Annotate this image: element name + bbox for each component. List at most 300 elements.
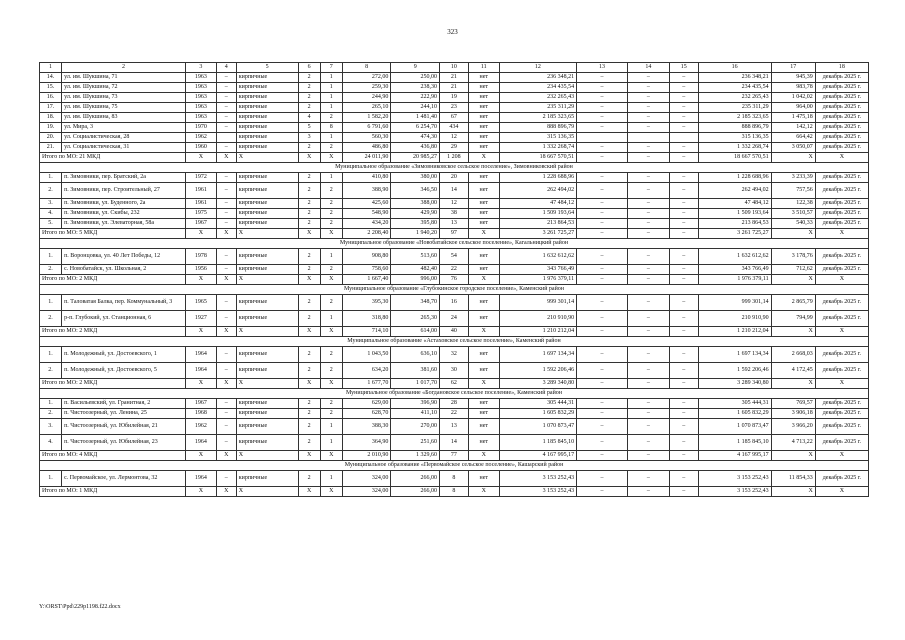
total-row [40, 487, 869, 497]
table-cell: – [669, 399, 698, 409]
table-cell: – [577, 143, 628, 153]
address-cell: с. Первомайское, ул. Лермонтова, 32 [62, 471, 186, 487]
table-cell: кирпичные [236, 73, 298, 83]
table-cell: нет [468, 409, 499, 419]
table-cell: 388,90 [342, 183, 391, 199]
municipality-header-row [40, 239, 869, 249]
column-number: 5 [236, 63, 298, 73]
table-cell: 2 [298, 183, 320, 199]
total-cell: 2 208,40 [342, 229, 391, 239]
table-cell: кирпичные [236, 143, 298, 153]
table-cell: 305 444,31 [499, 399, 576, 409]
table-cell: 1. [40, 471, 62, 487]
total-cell: – [627, 229, 669, 239]
address-cell: п. Зимовники, ул. Скибы, 232 [62, 209, 186, 219]
table-cell: 1 185 845,10 [698, 435, 771, 451]
table-cell: 1 [320, 419, 342, 435]
total-cell: 4 167 995,17 [499, 451, 576, 461]
table-row [40, 471, 869, 487]
table-cell: 21. [40, 143, 62, 153]
municipality-header-row [40, 163, 869, 173]
table-cell: 769,57 [771, 399, 815, 409]
table-cell: декабрь 2025 г. [815, 265, 868, 275]
table-cell: – [577, 209, 628, 219]
address-cell: р-п. Глубокий, ул. Станционная, 6 [62, 311, 186, 327]
total-cell: X [771, 451, 815, 461]
total-cell: X [771, 487, 815, 497]
table-cell: – [577, 73, 628, 83]
address-cell: п. Молодежный, ул. Достоевского, 1 [62, 347, 186, 363]
table-cell: – [627, 409, 669, 419]
table-cell: 18. [40, 113, 62, 123]
table-cell: 388,30 [342, 419, 391, 435]
table-cell: 28 [440, 399, 469, 409]
table-cell: – [577, 295, 628, 311]
table-cell: – [577, 399, 628, 409]
table-cell: 548,90 [342, 209, 391, 219]
table-cell: 3 510,57 [771, 209, 815, 219]
table-cell: 13 [440, 419, 469, 435]
table-cell: – [577, 123, 628, 133]
table-cell: 5. [40, 219, 62, 229]
total-cell: – [627, 379, 669, 389]
table-cell: 1 481,40 [391, 113, 440, 123]
table-cell: 22 [440, 409, 469, 419]
table-cell: 1 605 832,29 [499, 409, 576, 419]
table-cell: 380,00 [391, 173, 440, 183]
table-cell: декабрь 2025 г. [815, 209, 868, 219]
table-cell: 1 [320, 173, 342, 183]
table-cell: 236 348,21 [499, 73, 576, 83]
table-cell: 348,70 [391, 295, 440, 311]
table-cell: 794,99 [771, 311, 815, 327]
table-cell: декабрь 2025 г. [815, 133, 868, 143]
total-cell: X [771, 275, 815, 285]
table-row [40, 419, 869, 435]
table-cell: 343 766,49 [698, 265, 771, 275]
table-cell: – [669, 93, 698, 103]
total-cell: – [669, 275, 698, 285]
table-cell: 364,90 [342, 435, 391, 451]
total-cell: 1 210 212,04 [698, 327, 771, 337]
table-cell: 2 [298, 409, 320, 419]
total-cell: X [771, 327, 815, 337]
table-cell: – [627, 399, 669, 409]
table-cell: – [669, 199, 698, 209]
table-cell: 244,90 [342, 93, 391, 103]
total-cell: X [468, 153, 499, 163]
total-cell: – [669, 379, 698, 389]
municipality-name: Муниципальное образование «Астаховское сельское поселение», Каменский район [40, 337, 869, 347]
table-cell: декабрь 2025 г. [815, 113, 868, 123]
total-cell: 1 677,70 [342, 379, 391, 389]
address-cell: п. Чистоозерный, ул. Ленина, 25 [62, 409, 186, 419]
address-cell: ул. им. Шукшина, 73 [62, 93, 186, 103]
table-cell: 11 854,33 [771, 471, 815, 487]
total-cell: X [468, 275, 499, 285]
total-cell: X [298, 153, 320, 163]
table-cell: 983,78 [771, 83, 815, 93]
table-cell: – [216, 409, 236, 419]
total-cell: 1 210 212,04 [499, 327, 576, 337]
table-cell: 486,80 [342, 143, 391, 153]
table-cell: 19 [440, 93, 469, 103]
table-cell: – [577, 173, 628, 183]
total-cell: – [577, 487, 628, 497]
table-cell: 1978 [185, 249, 216, 265]
table-cell: 54 [440, 249, 469, 265]
column-number: 18 [815, 63, 868, 73]
table-cell: – [577, 83, 628, 93]
table-cell: – [216, 399, 236, 409]
total-cell: X [298, 275, 320, 285]
table-cell: 2 [298, 295, 320, 311]
table-cell: 2 185 323,65 [499, 113, 576, 123]
table-cell: 1968 [185, 409, 216, 419]
table-cell: 1956 [185, 265, 216, 275]
table-cell: – [216, 183, 236, 199]
total-cell: X [236, 379, 298, 389]
total-row [40, 153, 869, 163]
table-cell: нет [468, 133, 499, 143]
total-cell: – [627, 153, 669, 163]
total-cell: 20 985,27 [391, 153, 440, 163]
municipality-header-row [40, 461, 869, 471]
table-cell: нет [468, 219, 499, 229]
total-cell: 24 011,90 [342, 153, 391, 163]
column-number: 2 [62, 63, 186, 73]
address-cell: п. Молодежный, ул. Достоевского, 5 [62, 363, 186, 379]
table-cell: 2 865,79 [771, 295, 815, 311]
table-cell: кирпичные [236, 209, 298, 219]
table-cell: 259,30 [342, 83, 391, 93]
table-cell: 1965 [185, 295, 216, 311]
table-cell: 425,60 [342, 199, 391, 209]
table-cell: 2 [298, 199, 320, 209]
table-cell [216, 133, 236, 143]
table-cell: – [216, 103, 236, 113]
total-cell: X [185, 487, 216, 497]
table-cell: – [577, 435, 628, 451]
total-cell: X [771, 153, 815, 163]
table-cell: – [669, 123, 698, 133]
total-row [40, 275, 869, 285]
table-cell: – [577, 103, 628, 113]
table-cell: декабрь 2025 г. [815, 183, 868, 199]
table-cell: кирпичные [236, 103, 298, 113]
table-cell: нет [468, 435, 499, 451]
table-cell: 1. [40, 399, 62, 409]
table-cell: – [669, 83, 698, 93]
table-cell: 1 [320, 103, 342, 113]
address-cell: ул. им. Шукшина, 71 [62, 73, 186, 83]
table-cell: 346,50 [391, 183, 440, 199]
total-cell: 3 153 252,43 [698, 487, 771, 497]
table-cell: 324,00 [342, 471, 391, 487]
column-number: 16 [698, 63, 771, 73]
table-cell: 434,20 [342, 219, 391, 229]
table-cell: декабрь 2025 г. [815, 435, 868, 451]
table-cell: 2 [298, 219, 320, 229]
table-cell: 1 [320, 133, 342, 143]
table-cell: нет [468, 123, 499, 133]
table-cell: 4. [40, 209, 62, 219]
table-cell: 1 070 873,47 [698, 419, 771, 435]
table-cell: кирпичные [236, 363, 298, 379]
table-cell: – [627, 83, 669, 93]
total-label: Итого по МО: 2 МКД [40, 379, 186, 389]
total-label: Итого по МО: 21 МКД [40, 153, 186, 163]
table-cell: 513,60 [391, 249, 440, 265]
table-cell: 12 [440, 199, 469, 209]
table-cell: 999 301,14 [698, 295, 771, 311]
table-cell: 2 [298, 73, 320, 83]
table-cell: 222,90 [391, 93, 440, 103]
municipality-name: Муниципальное образование «Первомайское сельское поселение», Кашарский район [40, 461, 869, 471]
table-cell: 1964 [185, 347, 216, 363]
table-row [40, 133, 869, 143]
table-cell: 664,42 [771, 133, 815, 143]
table-cell: 272,00 [342, 73, 391, 83]
table-cell: – [627, 113, 669, 123]
table-cell: – [216, 173, 236, 183]
table-cell: 14. [40, 73, 62, 83]
table-cell: – [627, 199, 669, 209]
address-cell: п. Зимовники, ул. Буденного, 2а [62, 199, 186, 209]
table-cell: – [627, 363, 669, 379]
table-row [40, 199, 869, 209]
total-cell: X [185, 229, 216, 239]
column-number: 17 [771, 63, 815, 73]
table-row [40, 219, 869, 229]
table-cell: 21 [440, 83, 469, 93]
total-cell: 8 [440, 487, 469, 497]
table-cell: 1 070 873,47 [499, 419, 576, 435]
table-cell: кирпичные [236, 419, 298, 435]
table-cell: 2 [320, 363, 342, 379]
total-cell: X [815, 327, 868, 337]
table-cell: – [216, 93, 236, 103]
table-cell: 2. [40, 265, 62, 275]
page-number: 323 [447, 28, 458, 36]
table-cell: кирпичные [236, 347, 298, 363]
table-row [40, 209, 869, 219]
table-cell: 1963 [185, 83, 216, 93]
table-cell: – [627, 209, 669, 219]
column-number: 8 [342, 63, 391, 73]
table-cell: 20 [440, 173, 469, 183]
table-cell: 235 311,29 [499, 103, 576, 113]
address-cell: п. Васильевский, ул. Гранитная, 2 [62, 399, 186, 409]
total-cell: – [577, 451, 628, 461]
table-cell: нет [468, 471, 499, 487]
table-cell: 1 632 612,62 [499, 249, 576, 265]
column-number: 13 [577, 63, 628, 73]
address-cell: п. Таловатая Балка, пер. Коммунальный, 3 [62, 295, 186, 311]
table-cell: 29 [440, 143, 469, 153]
table-cell: 1 [320, 73, 342, 83]
total-label: Итого по МО: 4 МКД [40, 451, 186, 461]
table-cell: 4 [298, 113, 320, 123]
table-cell: 38 [440, 209, 469, 219]
total-row [40, 379, 869, 389]
total-cell: – [577, 229, 628, 239]
table-cell: кирпичные [236, 471, 298, 487]
table-cell: 213 864,53 [698, 219, 771, 229]
total-cell: 1 667,40 [342, 275, 391, 285]
table-cell: 712,62 [771, 265, 815, 275]
total-label: Итого по МО: 5 МКД [40, 229, 186, 239]
table-cell: – [669, 347, 698, 363]
table-cell: 234 435,54 [499, 83, 576, 93]
table-cell: 244,10 [391, 103, 440, 113]
total-cell: X [185, 379, 216, 389]
table-cell: – [669, 73, 698, 83]
table-cell: нет [468, 399, 499, 409]
table-row [40, 295, 869, 311]
table-cell: 2 [298, 419, 320, 435]
table-cell: – [216, 209, 236, 219]
table-cell: – [669, 311, 698, 327]
table-cell: – [669, 471, 698, 487]
table-cell: – [216, 265, 236, 275]
table-cell: – [216, 419, 236, 435]
total-cell: X [216, 275, 236, 285]
table-cell: 1 [320, 249, 342, 265]
table-cell: – [627, 347, 669, 363]
total-cell: X [216, 451, 236, 461]
column-number: 3 [185, 63, 216, 73]
total-cell: X [815, 451, 868, 461]
table-cell: 560,30 [342, 133, 391, 143]
table-cell: 999 301,14 [499, 295, 576, 311]
table-cell: 232 265,43 [499, 93, 576, 103]
table-row [40, 435, 869, 451]
total-cell: – [669, 229, 698, 239]
table-cell: 395,80 [391, 219, 440, 229]
table-cell: – [577, 419, 628, 435]
table-cell: 3 153 252,43 [698, 471, 771, 487]
table-cell: – [627, 265, 669, 275]
table-cell: декабрь 2025 г. [815, 347, 868, 363]
total-cell: – [669, 153, 698, 163]
table-cell: 262 494,02 [499, 183, 576, 199]
total-cell: 97 [440, 229, 469, 239]
table-cell: 15. [40, 83, 62, 93]
total-cell: 4 167 995,17 [698, 451, 771, 461]
table-cell: декабрь 2025 г. [815, 199, 868, 209]
table-cell: 1 509 193,64 [499, 209, 576, 219]
table-cell: 2 [320, 219, 342, 229]
table-cell: 16. [40, 93, 62, 103]
table-cell: – [216, 199, 236, 209]
table-cell: 1 228 688,96 [698, 173, 771, 183]
table-cell: 2 [298, 265, 320, 275]
table-cell: 1962 [185, 133, 216, 143]
table-cell: нет [468, 265, 499, 275]
table-cell: 628,70 [342, 409, 391, 419]
table-cell: 14 [440, 183, 469, 199]
total-cell: X [815, 275, 868, 285]
municipality-name: Муниципальное образование «Глубокинское городское поселение», Каменский район [40, 285, 869, 295]
table-cell: 1 592 206,46 [698, 363, 771, 379]
column-number: 11 [468, 63, 499, 73]
total-cell: X [298, 229, 320, 239]
table-cell: нет [468, 199, 499, 209]
table-cell: 945,39 [771, 73, 815, 83]
table-cell: 47 484,12 [499, 199, 576, 209]
table-cell: – [627, 93, 669, 103]
table-cell: 888 896,79 [499, 123, 576, 133]
table-cell: – [216, 347, 236, 363]
address-cell: п. Чистоозерный, ул. Юбилейная, 23 [62, 435, 186, 451]
table-cell: 3. [40, 199, 62, 209]
table-cell: 1 228 688,96 [499, 173, 576, 183]
table-cell: 1963 [185, 73, 216, 83]
column-number: 15 [669, 63, 698, 73]
table-cell: 2 [298, 471, 320, 487]
table-cell: кирпичные [236, 113, 298, 123]
table-cell: нет [468, 183, 499, 199]
table-cell: 888 896,79 [698, 123, 771, 133]
table-cell: – [577, 471, 628, 487]
table-cell: 1. [40, 347, 62, 363]
table-cell: 1 332 268,74 [698, 143, 771, 153]
table-cell: 381,60 [391, 363, 440, 379]
table-cell: декабрь 2025 г. [815, 93, 868, 103]
total-cell: 40 [440, 327, 469, 337]
table-cell: – [669, 209, 698, 219]
total-cell: X [815, 487, 868, 497]
table-cell: 2 [320, 143, 342, 153]
table-cell: 315 136,35 [499, 133, 576, 143]
table-cell: 1. [40, 295, 62, 311]
total-cell: X [236, 153, 298, 163]
total-cell: X [815, 153, 868, 163]
total-cell: X [468, 379, 499, 389]
table-cell: 1967 [185, 219, 216, 229]
total-cell: – [577, 379, 628, 389]
table-cell: – [669, 183, 698, 199]
table-cell: кирпичные [236, 249, 298, 265]
table-cell: – [216, 363, 236, 379]
table-cell: 2 [320, 295, 342, 311]
table-cell: нет [468, 103, 499, 113]
table-row [40, 409, 869, 419]
total-cell: X [320, 487, 342, 497]
table-cell: 20. [40, 133, 62, 143]
address-cell: п. Зимовники, пер. Братский, 2а [62, 173, 186, 183]
table-cell: кирпичные [236, 123, 298, 133]
table-cell: 67 [440, 113, 469, 123]
table-cell: декабрь 2025 г. [815, 249, 868, 265]
table-cell: – [216, 295, 236, 311]
total-cell: X [468, 487, 499, 497]
table-cell: 12 [440, 133, 469, 143]
table-cell: – [577, 363, 628, 379]
address-cell: ул. им. Шукшина, 72 [62, 83, 186, 93]
total-cell: X [216, 327, 236, 337]
table-cell: 540,33 [771, 219, 815, 229]
table-cell: декабрь 2025 г. [815, 83, 868, 93]
table-cell: 250,00 [391, 73, 440, 83]
table-cell: 2 [320, 409, 342, 419]
total-cell: 324,00 [342, 487, 391, 497]
total-row [40, 327, 869, 337]
table-cell: кирпичные [236, 133, 298, 143]
column-number: 7 [320, 63, 342, 73]
table-cell: – [627, 311, 669, 327]
